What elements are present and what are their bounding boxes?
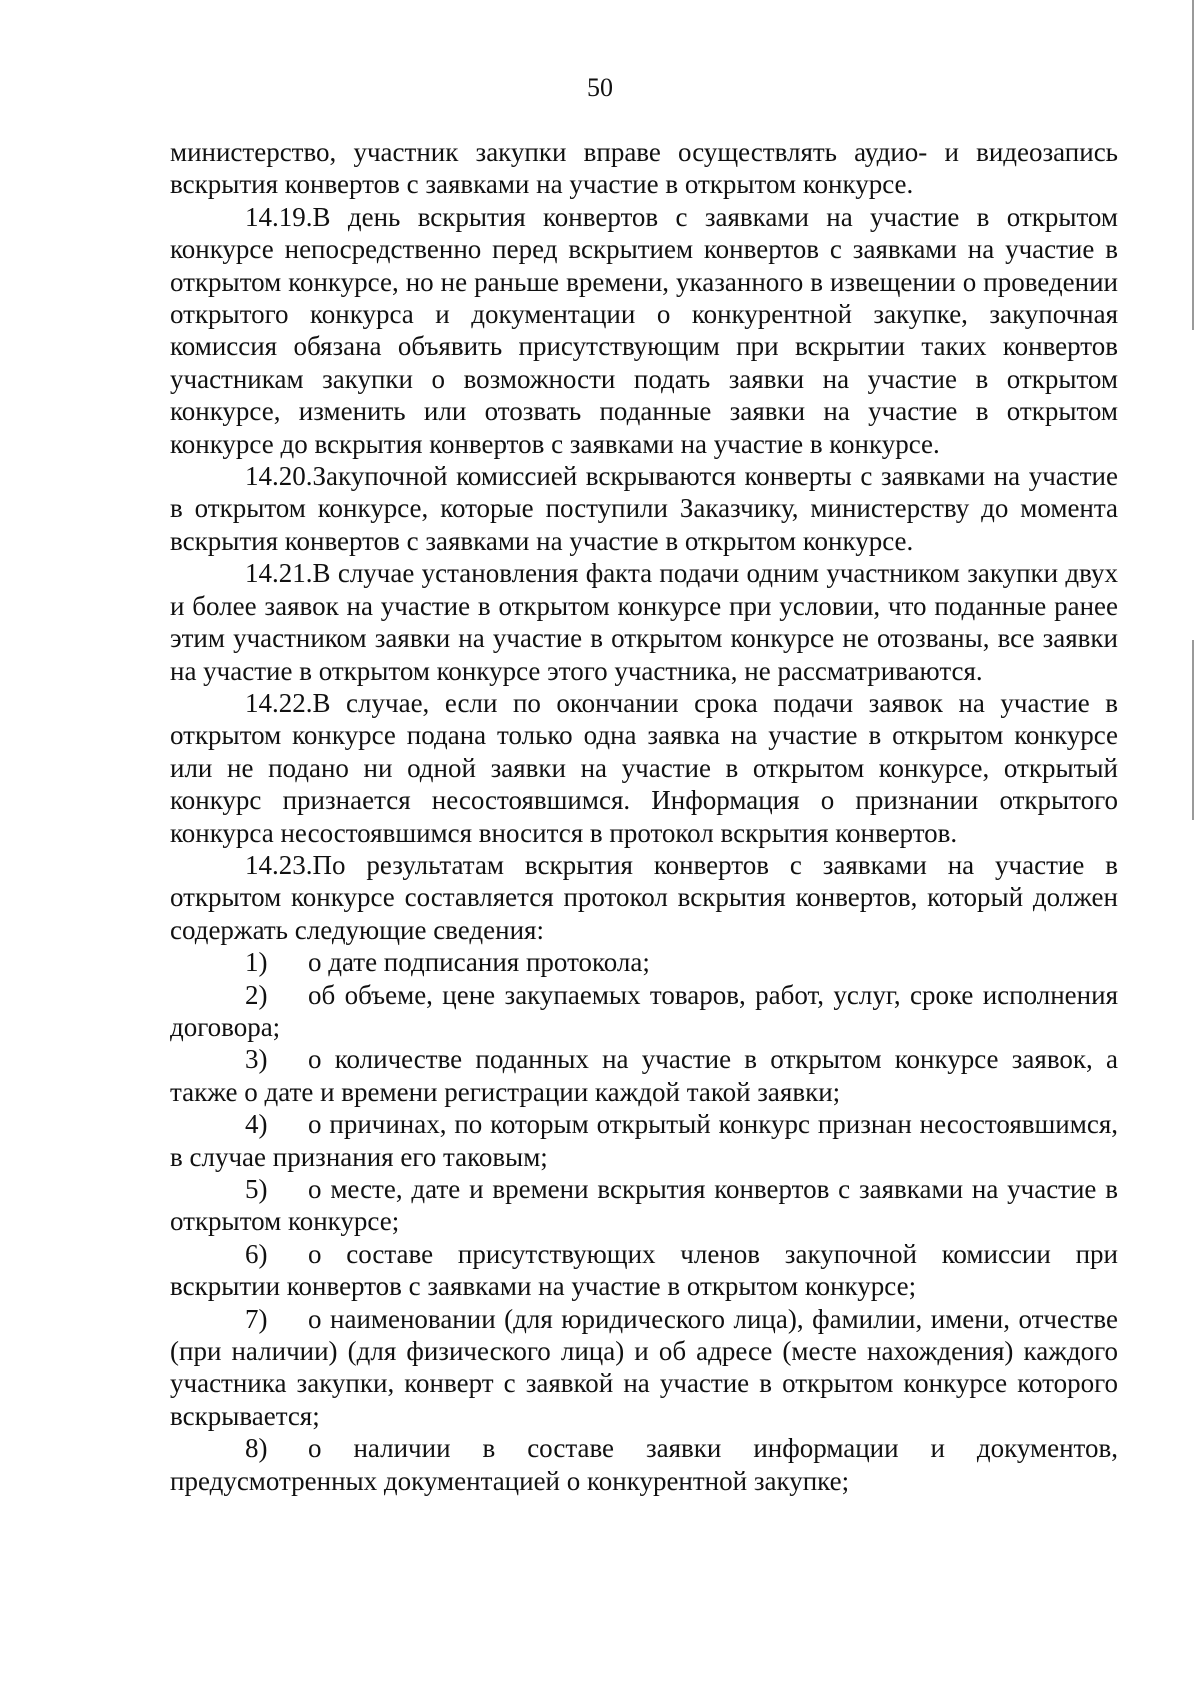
list-item-8 <box>170 1432 1118 1497</box>
list-item-number: 7) <box>245 1303 268 1334</box>
scan-edge-mark <box>1192 0 1194 330</box>
paragraph-14-22: 14.22.В случае, если по окончании срока подачи заявок на участие в открытом конкурсе подана только одна заявка на участие в открытом конкурсе или не подано ни одной заявки на участие в открытом конкурсе, открытый конкурс признается несостоявшимся. Информация о признании открытого конкурса несостоявшимся вносится в протокол вскрытия конвертов. <box>170 687 1118 848</box>
paragraph-14-20: 14.20.Закупочной комиссией вскрываются конверты с заявками на участие в открытом конкурсе, которые поступили Заказчику, министерству до момента вскрытия конвертов с заявками на участие в открытом конкурсе. <box>170 461 1118 556</box>
list-item-6 <box>170 1238 1118 1303</box>
list-item-text: о причинах, по которым открытый конкурс признан несостоявшимся, в случае признания его таковым; <box>170 1109 1118 1172</box>
list-item-text: о месте, дате и времени вскрытия конвертов с заявками на участие в открытом конкурсе; <box>170 1174 1118 1237</box>
list-item-text: о наименовании (для юридического лица), фамилии, имени, отчестве (при наличии) (для физического лица) и об адресе (месте нахождения) каждого участника закупки, конверт с заявкой на участие в открытом конкурсе которого вскрывается; <box>170 1303 1118 1431</box>
list-item-number: 6) <box>245 1238 268 1269</box>
list-item-1 <box>170 946 1118 978</box>
list-item-text: о наличии в составе заявки информации и документов, предусмотренных документацией о конкурентной закупке; <box>170 1433 1118 1496</box>
page-number: 50 <box>587 73 613 102</box>
paragraph-14-23: 14.23.По результатам вскрытия конвертов с заявками на участие в открытом конкурсе составляется протокол вскрытия конвертов, который должен содержать следующие сведения: <box>170 849 1118 945</box>
paragraph-14-21: 14.21.В случае установления факта подачи одним участником закупки двух и более заявок на участие в открытом конкурсе при условии, что поданные ранее этим участником заявки на участие в открытом конкурсе не отозваны, все заявки на участие в открытом конкурсе этого участника, не рассматриваются. <box>170 558 1118 686</box>
list-item-number: 5) <box>245 1174 268 1204</box>
list-item-text: о дате подписания протокола; <box>308 947 650 978</box>
list-item-number: 4) <box>245 1109 268 1140</box>
list-item-3 <box>170 1043 1118 1108</box>
list-item-number: 2) <box>245 979 268 1010</box>
list-item-number: 3) <box>245 1044 268 1075</box>
list-item-number: 8) <box>245 1433 268 1464</box>
scan-edge-mark <box>1192 640 1194 820</box>
document-body <box>170 136 1118 1497</box>
list-item-7 <box>170 1303 1118 1433</box>
list-item-text: о составе присутствующих членов закупочной комиссии при вскрытии конвертов с заявками на участие в открытом конкурсе; <box>170 1238 1118 1302</box>
list-item-text: о количестве поданных на участие в открытом конкурсе заявок, а также о дате и времени регистрации каждой такой заявки; <box>170 1044 1118 1107</box>
paragraph-continuation: министерство, участник закупки вправе осуществлять аудио- и видеозапись вскрытия конвертов с заявками на участие в открытом конкурсе. <box>170 137 1118 200</box>
list-item-5 <box>170 1173 1118 1238</box>
paragraph-14-19: 14.19.В день вскрытия конвертов с заявками на участие в открытом конкурсе непосредственно перед вскрытием конвертов с заявками на участие в открытом конкурсе, но не раньше времени, указанного в извещении о проведении открытого конкурса и документации о конкурентной закупке, закупочная комиссия обязана объявить присутствующим при вскрытии таких конвертов участникам закупки о возможности подать заявки на участие в открытом конкурсе, изменить или отозвать поданные заявки на участие в открытом конкурсе до вскрытия конвертов с заявками на участие в конкурсе. <box>170 201 1118 459</box>
list-item-number: 1) <box>245 947 268 978</box>
list-item-text: об объеме, цене закупаемых товаров, работ, услуг, сроке исполнения договора; <box>170 979 1118 1042</box>
list-item-4 <box>170 1108 1118 1173</box>
list-item-2 <box>170 979 1118 1044</box>
